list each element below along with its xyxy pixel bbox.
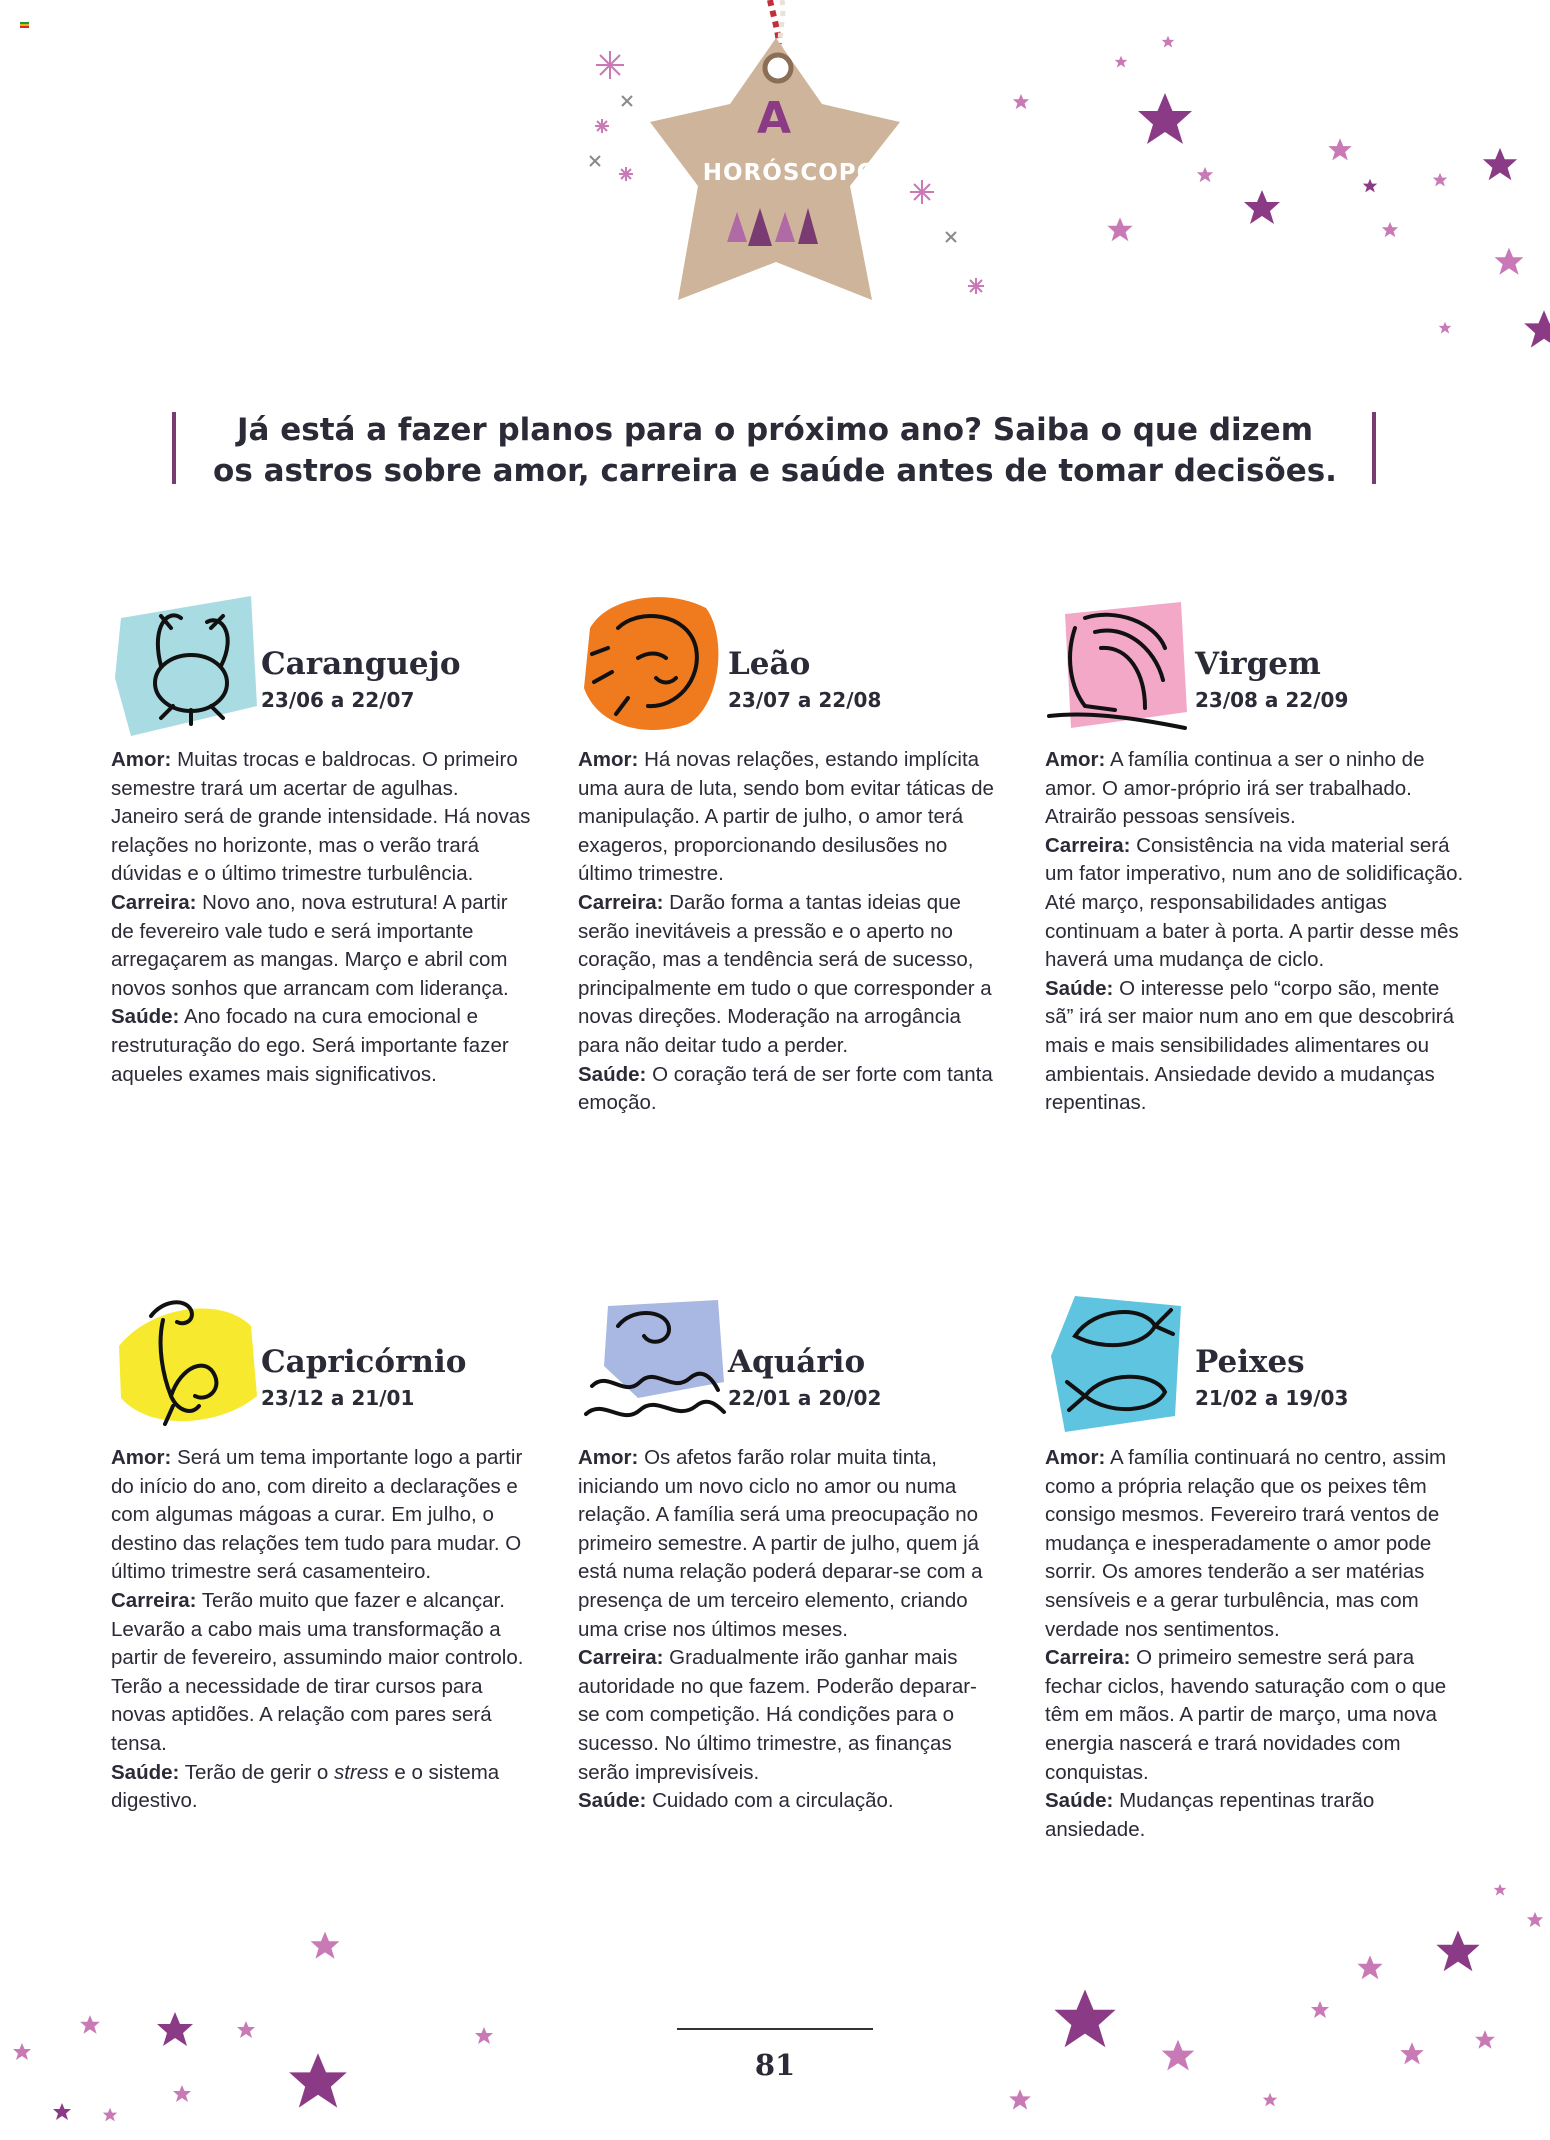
intro-text: Já está a fazer planos para o próximo ano? Saiba o que dizem os astros sobre amor, carreira e saúde antes de tomar decisões. [213,412,1337,489]
horoscope-tag-title: HORÓSCOPO [702,160,878,186]
intro-divider-right [1372,412,1376,484]
language-flag-icon [20,22,29,28]
sign-dates: 21/02 a 19/03 [1195,1386,1349,1410]
page-number: 81 [754,2048,796,2082]
sign-name: Capricórnio [261,1344,467,1380]
intro-divider-left [172,412,176,484]
page-number-rule [677,2028,873,2030]
leo-lion-icon [578,588,728,738]
sign-forecast: Amor: A família continua a ser o ninho de amor. O amor-próprio irá ser trabalhado. Atrairão pessoas sensíveis. Carreira: Consistência na vida material será um fator imperativo, num ano de solidificação. Até março, responsabilidades antigas continuam a bater à porta. A partir desse mês haverá uma mudança de ciclo. Saúde: O interesse pelo “corpo são, mente sã” irá ser maior num ano em que descobrirá mais e mais sensibilidades alimentares ou ambientais. Ansiedade devido a mudanças repentinas. [1045,748,1464,1115]
capricorn-goat-icon [111,1286,261,1436]
sign-dates: 23/08 a 22/09 [1195,688,1349,712]
sign-forecast: Amor: Há novas relações, estando implícita uma aura de luta, sendo bom evitar táticas de manipulação. A partir de julho, o amor terá exageros, proporcionando desilusões no último trimestre. Carreira: Darão forma a tantas ideias que serão inevitáveis a pressão e o aperto no coração, mas a tendência será de sucesso, principalmente em tudo o que corresponder a novas direções. Moderação na arrogância para não deitar tudo a perder. Saúde: O coração terá de ser forte com tanta emoção. [578,748,994,1115]
cancer-crab-icon [111,588,261,738]
sign-dates: 23/07 a 22/08 [728,688,882,712]
aquarius-water-icon [578,1286,728,1436]
sign-forecast: Amor: Os afetos farão rolar muita tinta, iniciando um novo ciclo no amor ou numa relação. A família será uma preocupação no primeiro semestre. A partir de julho, quem já está numa relação poderá deparar-se com a presença de um terceiro elemento, criando uma crise nos últimos meses. Carreira: Gradualmente irão ganhar mais autoridade no que fazem. Poderão deparar-se com competição. Há condições para o sucesso. No último trimestre, as finanças serão imprevisíveis. Saúde: Cuidado com a circulação. [578,1446,983,1813]
virgo-maiden-icon [1045,588,1195,738]
sign-name: Leão [728,646,811,682]
sign-forecast: Amor: Será um tema importante logo a partir do início do ano, com direito a declarações e com algumas mágoas a curar. Em julho, o destino das relações tem tudo para mudar. O último trimestre será casamenteiro. Carreira: Terão muito que fazer e alcançar. Levarão a cabo mais uma transformação a partir de fevereiro, assumindo maior controlo. Terão a necessidade de tirar cursos para novas aptidões. A relação com pares será tensa. Saúde: Terão de gerir o stress e o sistema digestivo. [111,1446,524,1813]
sign-name: Caranguejo [261,646,461,682]
sign-dates: 23/12 a 21/01 [261,1386,415,1410]
sign-dates: 22/01 a 20/02 [728,1386,882,1410]
sign-forecast: Amor: A família continuará no centro, assim como a própria relação que os peixes têm consigo mesmos. Fevereiro trará ventos de mudança e inesperadamente o amor pode sorrir. Os amores tenderão a ser matérias sensíveis e a gerar turbulência, mas com verdade nos sentimentos. Carreira: O primeiro semestre será para fechar ciclos, havendo saturação com o que têm em mãos. A partir de março, uma nova energia nascerá e trará novidades com conquistas. Saúde: Mudanças repentinas trarão ansiedade. [1045,1446,1447,1841]
decorative-stars-top [1000,0,1550,360]
pisces-fish-icon [1045,1286,1195,1436]
sign-name: Peixes [1195,1344,1305,1380]
decorative-stars-bottom [0,1860,1550,2140]
sign-dates: 23/06 a 22/07 [261,688,415,712]
sign-name: Virgem [1195,646,1321,682]
sign-forecast: Amor: Muitas trocas e baldrocas. O primeiro semestre trará um acertar de agulhas. Janeiro será de grande intensidade. Há novas relações no horizonte, mas o verão trará dúvidas e o último trimestre turbulência. Carreira: Novo ano, nova estrutura! A partir de fevereiro vale tudo e será importante arregaçarem as mangas. Março e abril com novos sonhos que arrancam com liderança. Saúde: Ano focado na cura emocional e restruturação do ego. Será importante fazer aqueles exames mais significativos. [111,748,531,1086]
sign-name: Aquário [728,1344,866,1380]
brand-logo-icon: A [756,93,792,144]
